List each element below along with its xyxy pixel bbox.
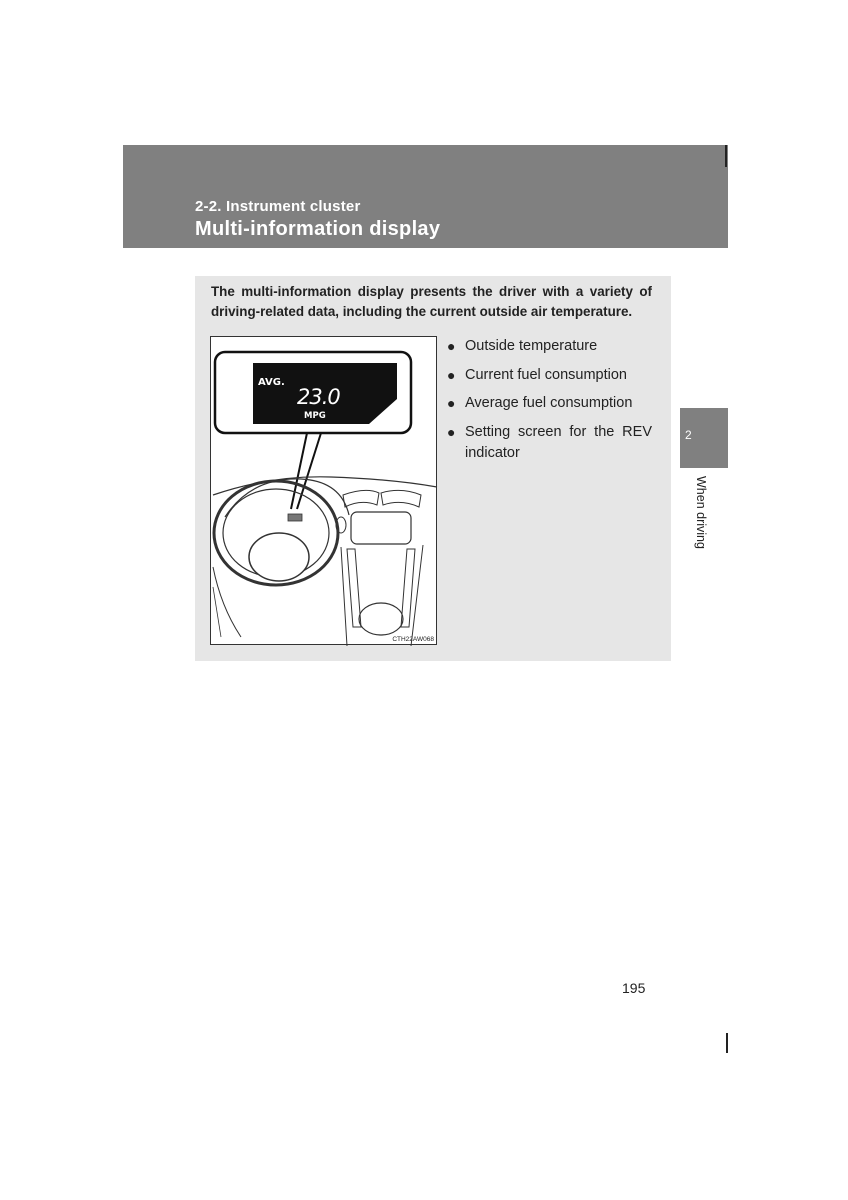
chapter-number: 2 — [685, 428, 692, 442]
footer-crop-mark — [726, 1033, 728, 1053]
center-vent-left — [343, 490, 379, 507]
display-value: 23.0 — [297, 385, 340, 409]
callout-pointer-right — [297, 433, 321, 509]
display-unit: MPG — [304, 411, 326, 421]
list-item — [447, 393, 652, 414]
figure-code: CTH22AW068 — [392, 636, 434, 643]
list-item-text: Average fuel consumption — [465, 395, 633, 411]
list-item — [447, 422, 652, 464]
intro-paragraph: The multi-information display presents the driver with a variety of driving-related data, including the current outside air temperature. — [211, 284, 652, 319]
callout-pointer-left — [291, 433, 307, 509]
center-vent-right — [381, 490, 421, 507]
console-trim-right — [401, 549, 415, 627]
display-avg-label: AVG. — [258, 377, 285, 388]
console-trim-left — [347, 549, 361, 627]
bullet-icon: ● — [447, 366, 456, 383]
center-console — [341, 545, 423, 646]
steering-hub — [249, 533, 309, 581]
list-item-text: Outside temperature — [465, 338, 598, 354]
header-crop-mark — [725, 145, 727, 167]
list-item — [447, 365, 652, 386]
bullet-icon: ● — [447, 423, 456, 440]
page-number: 195 — [622, 980, 646, 996]
bullet-icon: ● — [447, 395, 456, 411]
shift-knob — [359, 603, 403, 635]
section-label: 2-2. Instrument cluster — [195, 198, 361, 215]
list-item-text: Setting screen for the REV indicator — [465, 423, 652, 461]
dashboard-illustration — [210, 336, 437, 645]
display-location — [288, 514, 302, 521]
door-trim — [213, 567, 241, 637]
center-screen — [351, 512, 411, 544]
feature-list — [447, 336, 652, 471]
chapter-name: When driving — [694, 476, 708, 549]
dashboard-drawing — [211, 337, 438, 646]
list-item-text: Current fuel consumption — [465, 366, 627, 383]
page-title: Multi-information display — [195, 218, 441, 240]
bullet-icon: ● — [447, 338, 456, 354]
list-item — [447, 336, 652, 357]
